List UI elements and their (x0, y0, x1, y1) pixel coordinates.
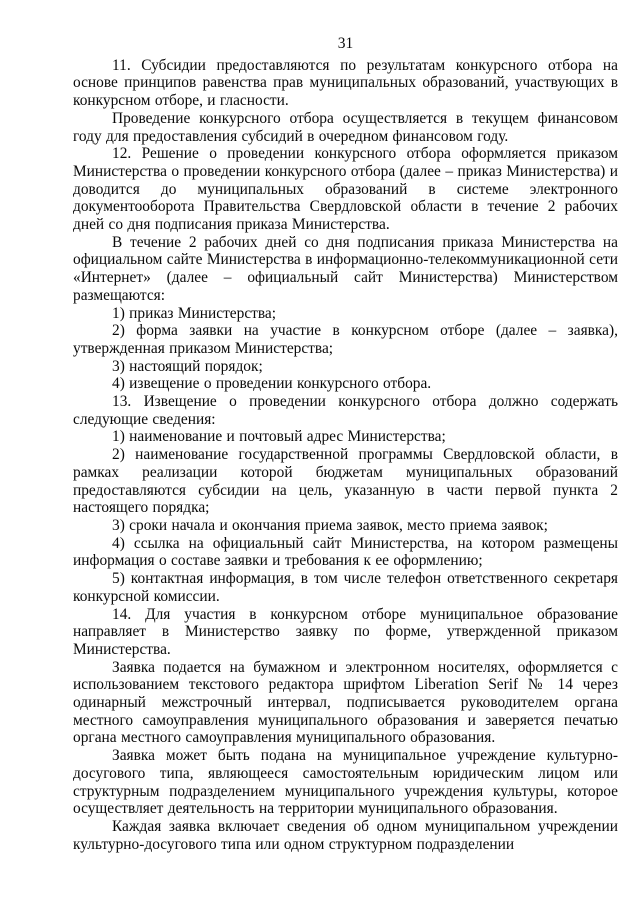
paragraph: 12. Решение о проведении конкурсного отбора оформляется приказом Министерства о проведении конкурсного отбора (далее – приказ Министерства) и доводится до муниципальных образований в системе электронного документооборота Правительства Свердловской области в течение 2 рабочих дней со дня подписания приказа Министерства. (73, 145, 618, 234)
paragraph: 14. Для участия в конкурсном отборе муниципальное образование направляет в Министерство заявку по форме, утвержденной приказом Министерства. (73, 605, 618, 658)
paragraph: 3) настоящий порядок; (112, 357, 263, 375)
paragraph: 1) наименование и почтовый адрес Министерства; (112, 428, 446, 446)
paragraphs (73, 57, 618, 854)
page-content (73, 35, 618, 853)
paragraph: 4) ссылка на официальный сайт Министерства, на котором размещены информация о составе заявки и требования к ее оформлению; (73, 534, 618, 570)
paragraph: 11. Субсидии предоставляются по результатам конкурсного отбора на основе принципов равенства прав муниципальных образований, участвующих в конкурсном отборе, и гласности. (73, 56, 618, 110)
page-number: 31 (337, 35, 354, 52)
paragraph: 5) контактная информация, в том числе телефон ответственного секретаря конкурсной комиссии. (73, 570, 618, 605)
paragraph: Каждая заявка включает сведения об одном муниципальном учреждении культурно-досугового типа или одном структурном подразделении (73, 817, 618, 853)
paragraph: 4) извещение о проведении конкурсного отбора. (112, 375, 432, 393)
paragraph: 2) форма заявки на участие в конкурсном отборе (далее – заявка), утвержденная приказом Министерства; (73, 322, 618, 357)
paragraph: 2) наименование государственной программы Свердловской области, в рамках реализации которой бюджетам муниципальных образований предоставляются субсидии на цель, указанную в части первой пункта 2 настоящего порядка; (73, 446, 618, 517)
paragraph: Заявка подается на бумажном и электронном носителях, оформляется с использованием текстового редактора шрифтом Liberation Serif № 14 через одинарный межстрочный интервал, подписывается руководителем органа местного самоуправления муниципального образования и заверяется печатью органа местного самоуправления муниципального образования. (73, 658, 618, 747)
paragraph: 3) сроки начала и окончания приема заявок, место приема заявок; (112, 516, 548, 534)
paragraph: 1) приказ Министерства; (112, 304, 277, 322)
paragraph: 13. Извещение о проведении конкурсного отбора должно содержать следующие сведения: (73, 393, 618, 428)
paragraph: Проведение конкурсного отбора осуществляется в текущем финансовом году для предоставления субсидий в очередном финансовом году. (73, 109, 618, 145)
paragraph: Заявка может быть подана на муниципальное учреждение культурно-досугового типа, являющееся самостоятельным юридическим лицом или структурным подразделением муниципального учреждения культуры, которое осуществляет деятельность на территории муниципального образования. (73, 747, 618, 818)
paragraph: В течение 2 рабочих дней со дня подписания приказа Министерства на официальном сайте Министерства в информационно-телекоммуникационной сети «Интернет» (далее – официальный сайт Министерства) Министерством размещаются: (73, 233, 618, 304)
